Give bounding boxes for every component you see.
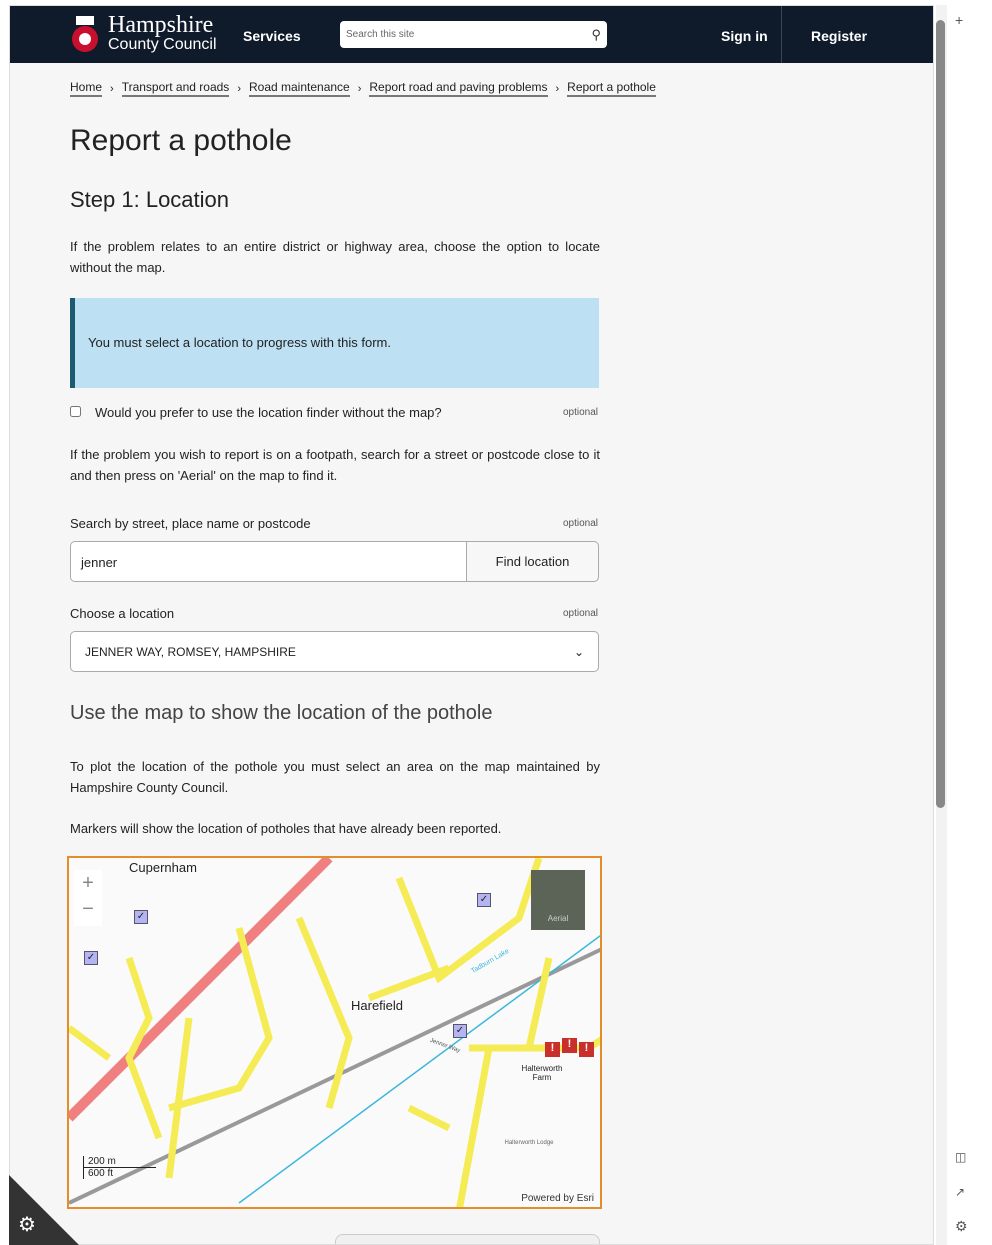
- optional-tag: optional: [562, 608, 598, 619]
- search-icon[interactable]: ⚲: [591, 26, 601, 42]
- sidebar-panel-icon[interactable]: ◫: [955, 1150, 967, 1164]
- register-link[interactable]: Register: [811, 28, 868, 44]
- chevron-right-icon: ›: [357, 82, 362, 95]
- breadcrumb-transport[interactable]: Transport and roads: [122, 80, 230, 97]
- find-location-button[interactable]: Find location: [466, 541, 599, 582]
- logo[interactable]: [70, 14, 217, 54]
- external-link-icon[interactable]: ↗: [955, 1185, 966, 1199]
- map-scale: [83, 1156, 156, 1179]
- notice-banner: You must select a location to progress with this form.: [70, 298, 599, 388]
- settings-icon[interactable]: ⚙: [955, 1218, 968, 1234]
- choose-location-label: Choose a location: [70, 606, 175, 621]
- map-label-tadburn-lake: Tadburn Lake: [470, 947, 511, 976]
- resolved-marker-icon[interactable]: ✓: [477, 893, 491, 907]
- location-search-input[interactable]: jenner: [70, 541, 467, 582]
- map-label-harefield: Harefield: [351, 998, 404, 1013]
- breadcrumb-home[interactable]: Home: [70, 80, 102, 97]
- site-header: [10, 6, 934, 63]
- reported-pothole-marker-icon[interactable]: !: [545, 1042, 560, 1057]
- chevron-right-icon: ›: [555, 82, 560, 95]
- esri-attribution-link[interactable]: Powered by Esri: [521, 1193, 594, 1204]
- chevron-right-icon: ›: [110, 82, 114, 95]
- map-label-cupernham: Cupernham: [129, 860, 197, 875]
- optional-tag: optional: [562, 407, 598, 418]
- aerial-toggle-button[interactable]: Aerial: [531, 870, 585, 930]
- intro-text: If the problem relates to an entire district or highway area, choose the option to locate without the map.: [70, 239, 600, 275]
- location-map[interactable]: [67, 856, 602, 1209]
- resolved-marker-icon[interactable]: ✓: [134, 910, 148, 924]
- zoom-in-button[interactable]: +: [82, 872, 94, 894]
- reported-pothole-marker-icon[interactable]: !: [562, 1038, 577, 1053]
- site-search-input[interactable]: [340, 21, 607, 48]
- chevron-right-icon: ›: [237, 82, 241, 95]
- sign-in-link[interactable]: Sign in: [721, 28, 768, 44]
- map-label-jenner-way: Jenner Way: [428, 1037, 461, 1055]
- map-label-halterworth-lodge: Halterworth Lodge: [504, 1140, 554, 1146]
- zoom-out-button[interactable]: −: [82, 898, 94, 920]
- reported-pothole-marker-icon[interactable]: !: [579, 1042, 594, 1057]
- footpath-text: If the problem you wish to report is on a footpath, search for a street or postcode close to it and then press on 'Aerial' on the map to find it.: [70, 447, 600, 483]
- logo-line1: Hampshire: [108, 12, 214, 38]
- resolved-marker-icon[interactable]: ✓: [453, 1024, 467, 1038]
- chevron-down-icon: ⌄: [573, 645, 584, 659]
- page: [9, 5, 934, 1245]
- services-link[interactable]: Services: [243, 28, 301, 44]
- zoom-controls: [74, 870, 102, 926]
- gear-icon[interactable]: ⚙: [18, 1214, 36, 1236]
- logo-line2: County Council: [108, 36, 217, 53]
- scale-metres: 200 m: [83, 1156, 156, 1168]
- location-select[interactable]: [70, 631, 599, 672]
- next-button[interactable]: [335, 1234, 600, 1245]
- crest-icon: [70, 14, 100, 54]
- scrollbar-thumb[interactable]: [936, 20, 945, 808]
- breadcrumb-road-maintenance[interactable]: Road maintenance: [249, 80, 350, 97]
- scale-feet: 600 ft: [83, 1168, 156, 1179]
- search-placeholder: Search this site: [346, 29, 415, 40]
- breadcrumb: [70, 80, 656, 97]
- step-heading: Step 1: Location: [70, 187, 230, 212]
- markers-text: Markers will show the location of potholes that have already been reported.: [70, 821, 502, 836]
- optional-tag: optional: [562, 518, 598, 529]
- header-divider: [781, 6, 782, 63]
- no-map-label[interactable]: Would you prefer to use the location finder without the map?: [95, 405, 442, 420]
- selected-location: JENNER WAY, ROMSEY, HAMPSHIRE: [85, 645, 296, 659]
- breadcrumb-report-problems[interactable]: Report road and paving problems: [369, 80, 547, 97]
- page-title: Report a pothole: [70, 124, 292, 157]
- resolved-marker-icon[interactable]: ✓: [84, 951, 98, 965]
- breadcrumb-report-pothole[interactable]: Report a pothole: [567, 80, 656, 97]
- map-label-halterworth-farm: Halterworth Farm: [521, 1064, 563, 1082]
- no-map-checkbox[interactable]: [70, 406, 81, 417]
- map-heading: Use the map to show the location of the pothole: [70, 702, 493, 724]
- plus-icon[interactable]: +: [955, 12, 964, 28]
- map-instructions: To plot the location of the pothole you must select an area on the map maintained by Hampshire County Council.: [70, 759, 600, 795]
- search-label: Search by street, place name or postcode: [70, 516, 311, 531]
